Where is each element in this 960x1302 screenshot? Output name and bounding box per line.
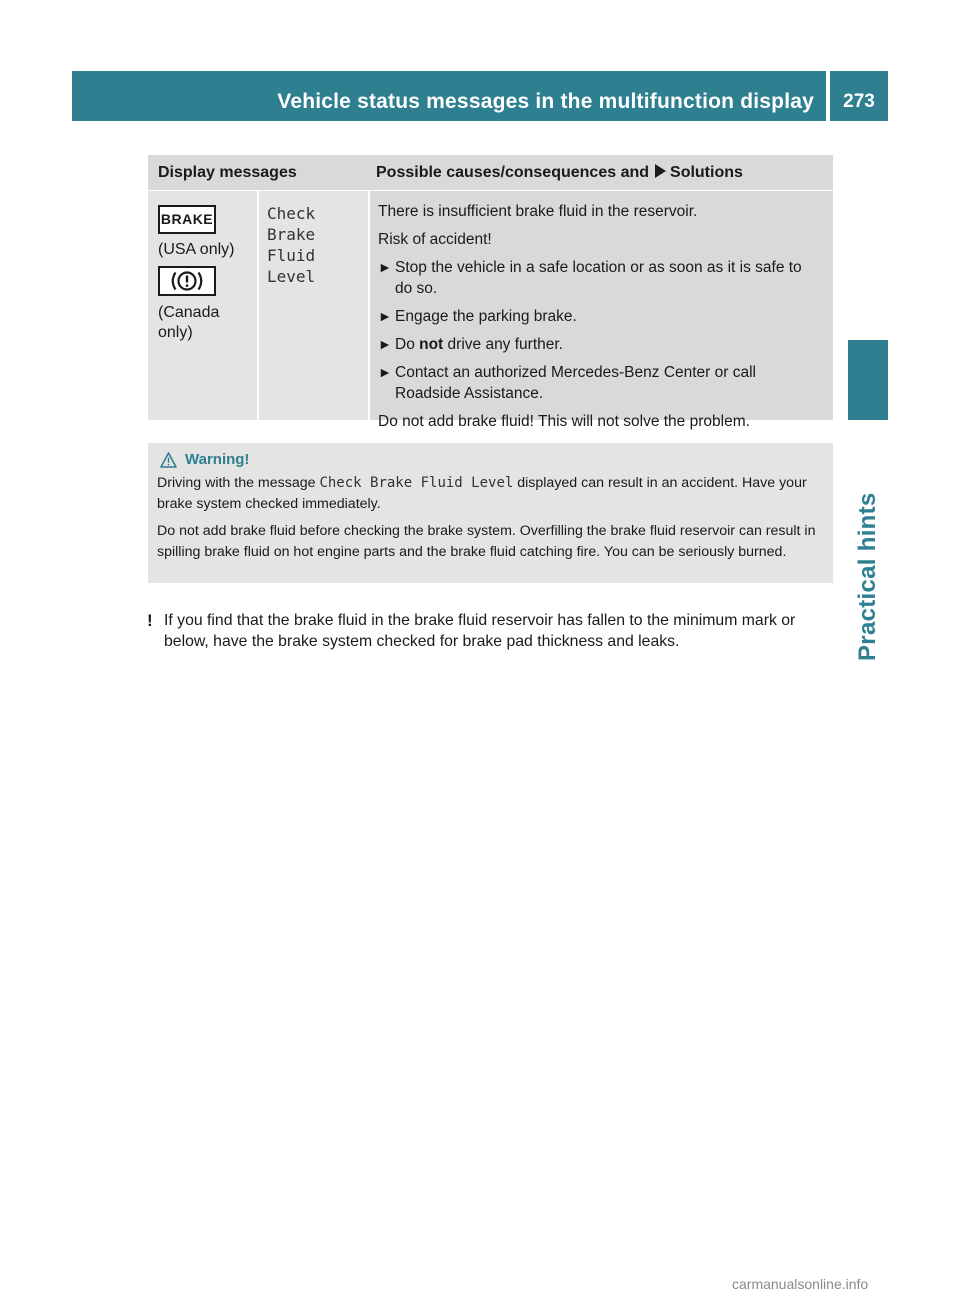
watermark: carmanualsonline.info xyxy=(732,1276,869,1292)
solution-text: Engage the parking brake. xyxy=(395,308,577,325)
warning-box xyxy=(148,443,833,583)
solution-text-post: drive any further. xyxy=(443,336,563,353)
column-header-display-messages: Display messages xyxy=(158,164,297,181)
solution-text-emphasis: not xyxy=(419,336,444,353)
solution-text-pre: Do xyxy=(395,336,420,353)
note-text: If you find that the brake fluid in the brake fluid reservoir has fallen to the minimum mark or below, have the brake system checked for brake pad thickness and leaks. xyxy=(164,612,796,650)
canada-only-label-line2: only) xyxy=(158,324,193,341)
closing-text: Do not add brake fluid! This will not solve the problem. xyxy=(378,413,750,430)
side-tab-label: Practical hints xyxy=(854,492,881,661)
cause-text: There is insufficient brake fluid in the reservoir. xyxy=(378,203,698,220)
bullet-arrow-icon: ► xyxy=(378,308,392,324)
warning-text-pre: Driving with the message xyxy=(157,475,320,491)
warning-message-code: Check Brake Fluid Level xyxy=(319,475,514,491)
warning-paragraph xyxy=(157,473,825,515)
note-exclamation-icon: ! xyxy=(147,611,153,630)
message-line: Check xyxy=(267,204,316,223)
column-header-causes-text: Possible causes/consequences and xyxy=(376,164,650,181)
bullet-arrow-icon: ► xyxy=(378,364,392,380)
message-line: Brake xyxy=(267,225,316,244)
side-tab-marker xyxy=(848,340,888,420)
warning-text-post: displayed can result in an accident. Have your brake system checked immediately. xyxy=(157,475,807,512)
brake-warning-icon: BRAKE xyxy=(158,205,216,234)
solution-text: Stop the vehicle in a safe location or as soon as it is safe to do so. xyxy=(395,259,802,297)
solution-text: Contact an authorized Mercedes-Benz Center or call Roadside Assistance. xyxy=(395,364,756,402)
page-number: 273 xyxy=(843,91,875,112)
message-line: Level xyxy=(267,267,316,286)
warning-triangle-icon xyxy=(160,452,177,468)
column-header-causes-solutions xyxy=(368,155,833,190)
table-header-row xyxy=(148,155,833,190)
message-line: Fluid xyxy=(267,246,316,265)
solution-item xyxy=(378,257,823,299)
brake-circle-warning-icon xyxy=(158,266,216,296)
warning-header xyxy=(160,449,825,470)
solution-item xyxy=(378,334,823,355)
usa-only-label: (USA only) xyxy=(158,241,235,258)
arrow-right-icon xyxy=(655,164,666,178)
warning-paragraph: Do not add brake fluid before checking the brake system. Overfilling the brake fluid reservoir can result in spilling brake fluid on hot engine parts and the brake fluid catching fire. You can be seriously burned. xyxy=(157,523,816,560)
bullet-arrow-icon: ► xyxy=(378,259,392,275)
display-messages-table xyxy=(148,155,833,430)
indicator-cell xyxy=(148,191,257,420)
page-header xyxy=(72,71,888,121)
causes-solutions-cell xyxy=(370,191,833,430)
page-title: Vehicle status messages in the multifunction display xyxy=(277,90,814,113)
bullet-arrow-icon: ► xyxy=(378,336,392,352)
risk-text: Risk of accident! xyxy=(378,231,492,248)
column-header-solutions-text: Solutions xyxy=(670,164,743,181)
note-block xyxy=(148,610,838,652)
warning-title: Warning! xyxy=(185,451,250,468)
display-message-cell xyxy=(259,191,368,420)
solution-item xyxy=(378,306,823,327)
table-row xyxy=(148,191,833,430)
solution-item xyxy=(378,362,823,404)
canada-only-label-line1: (Canada xyxy=(158,304,220,321)
